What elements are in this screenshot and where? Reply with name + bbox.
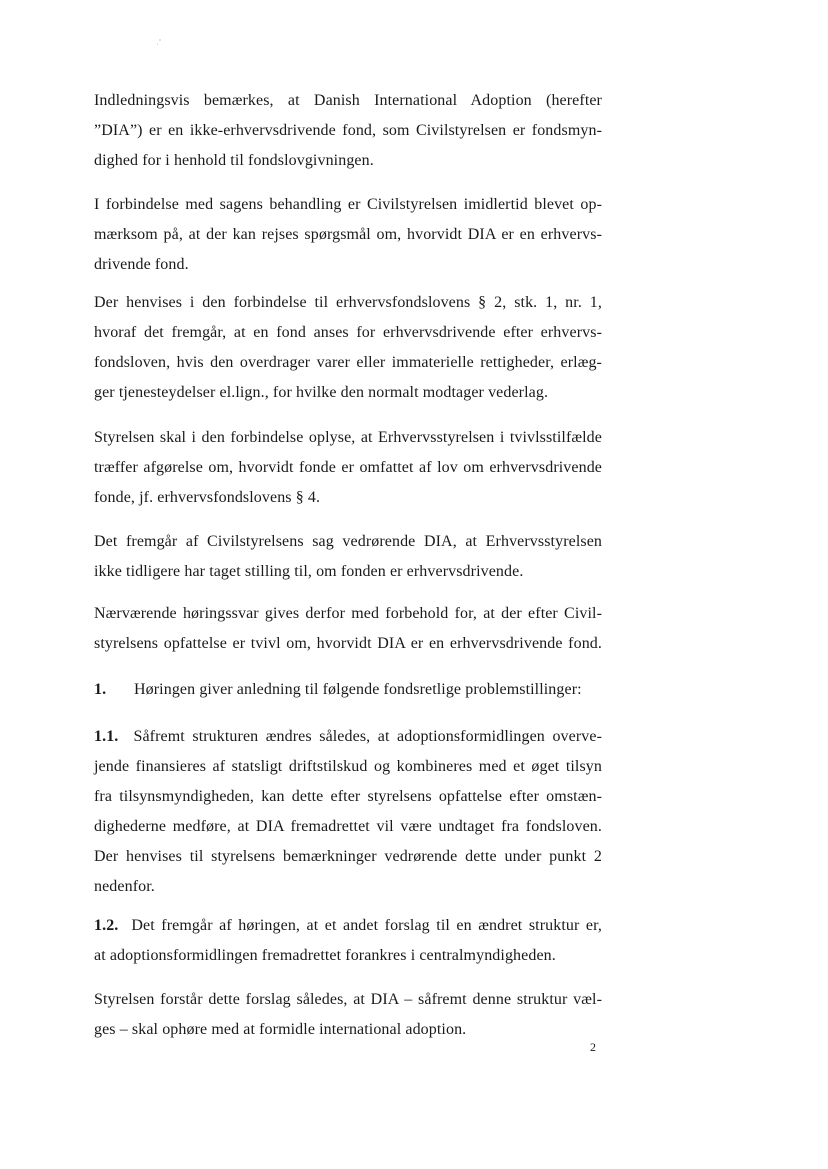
paragraph-doubt: I forbindelse med sagens behandling er Civilstyrelsen imidlertid blevet op- mærksom på, at der kan rejses spørgsmål om, hvorvidt DIA er en erhvervs- drivende fond. — [94, 196, 602, 273]
paragraph-closing: Styrelsen forstår dette forslag således, at DIA – såfremt denne struktur væl- ges – skal ophøre med at formidle international adoption. — [94, 991, 602, 1038]
paragraph-intro: Indledningsvis bemærkes, at Danish International Adoption (herefter ”DIA”) er en ikke-erhvervsdrivende fond, som Civilstyrelsen er fondsmyn- dighed for i henhold til fondslovgivningen. — [94, 92, 602, 169]
paragraph-reference: Der henvises i den forbindelse til erhvervsfondslovens § 2, stk. 1, nr. 1, hvoraf det fremgår, at en fond anses for erhvervsdrivende efter erhvervs- fondsloven, hvis den overdrager varer eller immaterielle rettigheder, erlæg- ger tjenesteydelser el.lign., for hvilke den normalt modtager vederlag. — [94, 294, 602, 401]
section-1 — [94, 675, 602, 705]
scan-speck — [156, 38, 162, 46]
section-1-1-number: 1.1. — [94, 728, 119, 745]
paragraph-authority: Styrelsen skal i den forbindelse oplyse, at Erhvervsstyrelsen i tvivlsstilfælde træffer afgørelse om, hvorvidt fonde er omfattet af lov om erhvervsdrivende fonde, jf. erhvervsfondslovens § 4. — [94, 429, 602, 506]
section-1-1: 1.1. Såfremt strukturen ændres således, at adoptionsformidlingen overve- jende finansieres af statsligt driftstilskud og kombineres med et øget tilsyn fra tilsynsmyndigheden, kan dette efter styrelsens opfattelse efter omstæn- dighederne medføre, at DIA fremadrettet vil være undtaget fra fondsloven. Der henvises til styrelsens bemærkninger vedrørende dette under punkt 2 nedenfor. — [94, 728, 603, 895]
section-1-2-number: 1.2. — [94, 917, 119, 934]
paragraph-case: Det fremgår af Civilstyrelsens sag vedrørende DIA, at Erhvervsstyrelsen ikke tidligere har taget stilling til, om fonden er erhvervsdrivende. — [94, 533, 602, 580]
section-1-text: Høringen giver anledning til følgende fondsretlige problemstillinger: — [134, 681, 582, 698]
paragraph-reservation: Nærværende høringssvar gives derfor med forbehold for, at der efter Civil- styrelsens opfattelse er tvivl om, hvorvidt DIA er en erhvervsdrivende fond. — [94, 605, 602, 652]
section-1-number: 1. — [94, 681, 107, 698]
page-number: 2 — [590, 1040, 596, 1054]
section-1-2: 1.2. Det fremgår af høringen, at et andet forslag til en ændret struktur er, at adoptionsformidlingen fremadrettet forankres i centralmyndigheden. — [94, 917, 603, 964]
